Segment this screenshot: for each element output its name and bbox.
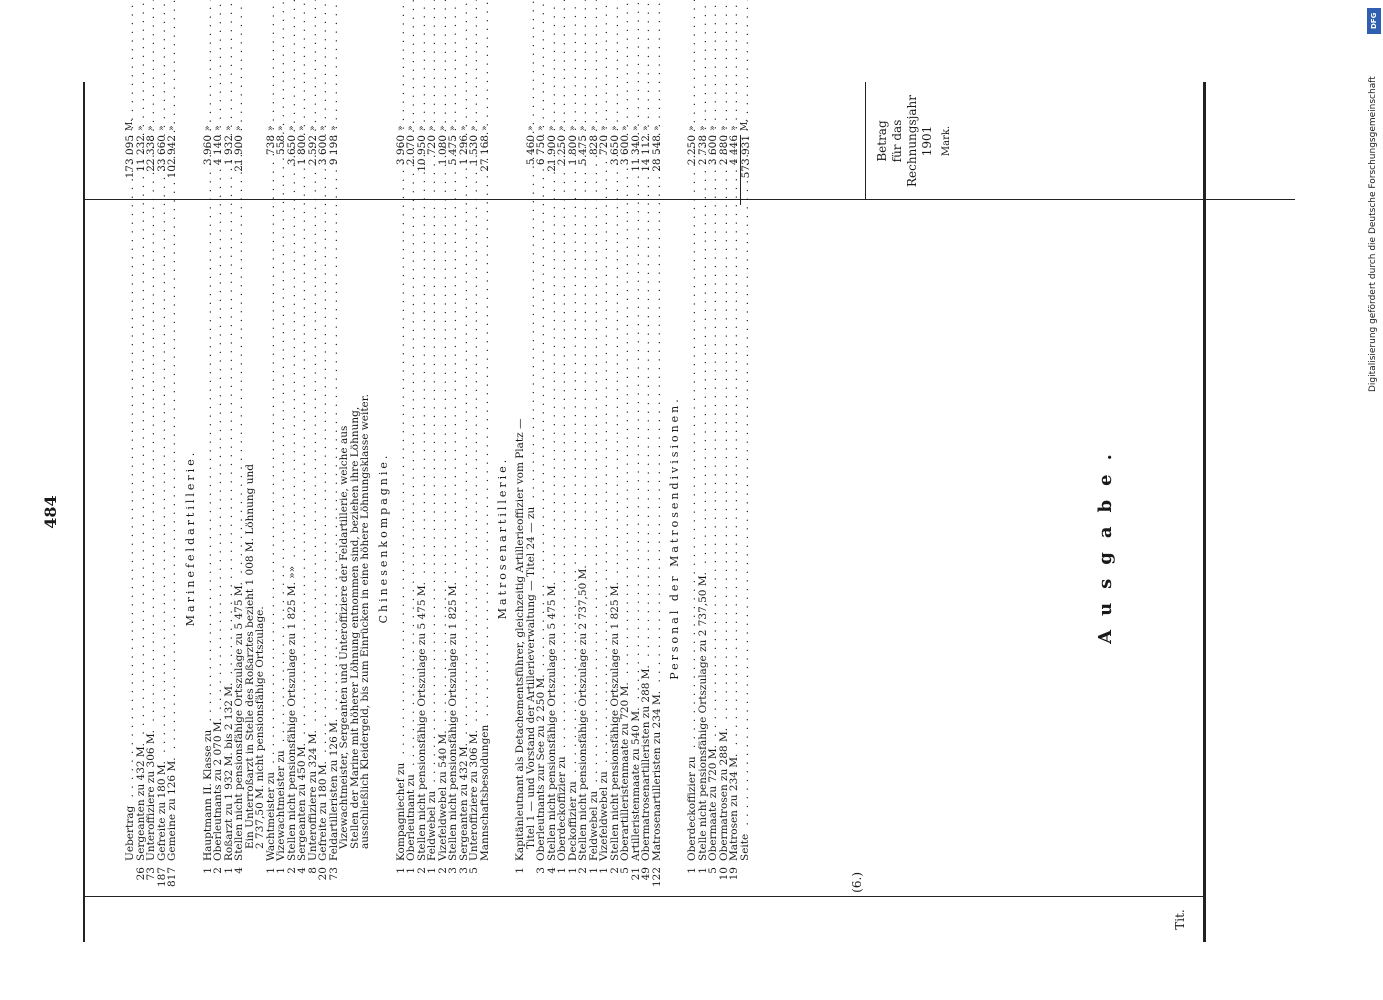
table-row	[146, 82, 157, 897]
row-text: Oberartilleristenmaate zu 720 M.	[619, 682, 631, 861]
row-amount: 5 460	[524, 135, 537, 166]
row-mark: »	[609, 125, 620, 131]
row-count: 3	[457, 867, 470, 874]
section-title: Ausgabe.	[1095, 440, 1116, 644]
row-count: 187	[155, 867, 168, 888]
row-label	[360, 203, 371, 849]
row-text: Seite	[738, 833, 751, 861]
subsection-heading: Personal der Matrosendivisionen.	[668, 396, 681, 680]
row-mark: »	[406, 125, 416, 131]
table-row	[536, 82, 547, 897]
row-amount: 3 650	[285, 135, 298, 166]
row-amount: 2 250	[556, 135, 568, 166]
row-mark: M.	[125, 118, 135, 131]
budget-rows	[125, 82, 750, 897]
row-count: 1	[394, 867, 407, 874]
row-text: Ein Unterroßarzt in Stelle des Roßarztes bezieht 1 008 M. Löhnung und	[243, 464, 256, 849]
digitization-note: Digitalisierung gefördert durch die Deutsche Forschungsgemeinschaft	[1368, 76, 1378, 392]
row-text: Obermatrosen zu 288 M.	[717, 727, 730, 861]
row-count: 2	[285, 867, 298, 874]
row-count: 3	[447, 867, 459, 874]
row-label	[318, 215, 329, 861]
table-row	[480, 82, 491, 897]
row-label	[167, 215, 178, 861]
row-amount: 720	[426, 135, 438, 156]
row-count: 5	[468, 867, 480, 874]
table-row	[620, 82, 631, 897]
row-count: 1	[696, 867, 709, 874]
row-amount: 5 475	[577, 135, 589, 166]
row-amount: 2 070	[405, 135, 417, 166]
table-row	[255, 82, 266, 897]
row-text: Obermatrosenartilleristen zu 288 M.	[640, 665, 652, 861]
table-row	[708, 82, 719, 897]
row-mark: M.	[739, 118, 750, 131]
row-count: 4	[296, 867, 308, 874]
row-amount: 11 340	[629, 135, 642, 172]
row-amount: 2 738	[696, 135, 709, 166]
row-amount: 9 198	[327, 135, 340, 166]
table-row	[469, 82, 480, 897]
row-count: 1	[405, 867, 417, 874]
row-mark: »	[427, 125, 437, 131]
row-count: 1	[426, 867, 438, 874]
row-text: Gefreite zu 180 M.	[155, 761, 168, 861]
betrag-line: 1901	[920, 125, 934, 157]
row-text: Oberdeckoffizier zu	[686, 756, 698, 861]
row-count: 1	[222, 867, 235, 874]
row-label	[234, 215, 245, 861]
row-mark: »	[469, 125, 479, 131]
row-text: Titel 1 — und Vorstand der Artillerieverwaltung — Titel 24 — zu	[524, 506, 537, 849]
row-text: Mannschaftsbesoldungen	[478, 724, 491, 861]
row-count: 21	[629, 867, 642, 881]
row-label	[469, 215, 480, 861]
row-count: 10	[717, 867, 730, 881]
row-count: 20	[317, 867, 329, 881]
table-row	[641, 82, 652, 897]
tit-column-header: Tit.	[1173, 909, 1187, 930]
row-text: Vizewachtmeister zu	[275, 750, 287, 861]
row-amount: 1 296	[457, 135, 470, 166]
row-amount: 3 960	[201, 135, 214, 166]
subsection-heading: Marinefeldartillerie.	[183, 449, 197, 627]
row-amount: 1 932	[222, 135, 235, 166]
row-text: Oberleutnant zu	[405, 774, 417, 861]
row-text: Sergeanten zu 432 M.	[457, 742, 470, 861]
row-mark: »	[578, 125, 588, 131]
row-label	[729, 215, 740, 861]
row-count: 2	[212, 867, 224, 874]
row-mark: »	[536, 125, 546, 131]
row-text: Stellen der Marine mit höherer Löhnung entnommen sind, beziehen ihre Löhnung,	[348, 406, 361, 849]
row-count: 26	[134, 867, 147, 881]
row-count: 1	[566, 867, 579, 874]
row-mark: »	[135, 125, 146, 131]
row-count: 1	[598, 867, 610, 874]
row-mark: »	[557, 125, 567, 131]
row-text: Stellen nicht pensionsfähige Ortszulage zu 5 475 M.	[233, 582, 245, 861]
row-mark: »	[167, 125, 177, 131]
betrag-line: für das	[890, 119, 904, 163]
page-total-row	[740, 82, 751, 897]
row-text: Stellen nicht pensionsfähige Ortszulage zu 2 737,50 M.	[577, 565, 589, 861]
row-text: Sergeanten zu 432 M.	[134, 742, 147, 861]
page-number: 484	[41, 495, 60, 529]
row-amount: 21 900	[545, 135, 558, 172]
row-count: 1	[686, 867, 698, 874]
row-amount: 1 530	[468, 135, 480, 166]
row-text: Unteroffiziere zu 306 M.	[145, 730, 157, 861]
row-mark: »	[546, 125, 557, 131]
row-text: Oberleutnants zu 2 070 M.	[212, 718, 224, 861]
top-rule	[1203, 82, 1206, 942]
row-amount: 14 112	[640, 135, 652, 172]
row-label	[406, 215, 417, 861]
row-text: ausschließlich Kleidergeld, bis zum Einrücken in eine höhere Löhnungsklasse weiter.	[359, 394, 371, 849]
row-amount: 1 080	[436, 135, 449, 166]
betrag-line: Rechnungsjahr	[905, 95, 919, 187]
row-mark: »	[156, 125, 167, 131]
row-text: Unteroffiziere zu 324 M.	[306, 730, 319, 861]
row-label	[599, 215, 610, 861]
row-amount: 4 140	[212, 135, 224, 166]
row-text: 2 737,50 M. nicht pensionsfähige Ortszulage.	[254, 606, 266, 849]
row-count: 1	[264, 867, 277, 874]
row-amount: 828	[587, 135, 600, 156]
table-row	[167, 82, 178, 897]
table-row	[360, 82, 371, 897]
row-label	[515, 215, 526, 861]
table-row	[234, 82, 245, 897]
row-text: Kompagniechef zu	[394, 762, 407, 861]
row-amount: 3 960	[394, 135, 407, 166]
row-mark: »	[437, 125, 448, 131]
row-mark: »	[416, 125, 427, 131]
row-mark: »	[213, 125, 223, 131]
row-text: Stellen nicht pensionsfähige Ortszulage zu 1 825 M.	[447, 582, 459, 861]
row-mark: »	[276, 125, 286, 131]
row-text: Unteroffiziere zu 306 M.	[468, 730, 480, 861]
row-count: 4	[233, 867, 245, 874]
row-count: 49	[640, 867, 652, 881]
row-text: Vizewachtmeister, Sergeanten und Unteroffiziere der Feldartillerie, welche aus	[338, 425, 350, 849]
row-label	[578, 215, 589, 861]
row-amount: 573 931	[740, 135, 752, 205]
row-text: Artilleristenmaate zu 540 M.	[629, 707, 642, 861]
row-mark: »	[630, 125, 641, 131]
table-row	[297, 82, 308, 897]
row-mark: »	[708, 125, 718, 131]
table-row	[599, 82, 610, 897]
row-amount: 4 446	[728, 135, 740, 166]
row-amount: 3 650	[608, 135, 621, 166]
row-count: 817	[166, 867, 178, 888]
row-count: 8	[306, 867, 319, 874]
table-row	[729, 82, 740, 897]
row-count: 122	[650, 867, 663, 888]
table-row	[448, 82, 459, 897]
row-mark: »	[567, 125, 578, 131]
row-count: 4	[545, 867, 558, 874]
row-count: 19	[728, 867, 740, 881]
row-amount: 28 548	[650, 135, 663, 172]
row-mark: »	[729, 125, 739, 131]
row-mark: »	[448, 125, 458, 131]
row-mark: »	[395, 125, 406, 131]
row-label	[276, 215, 287, 861]
subsection-heading: Chinesenkompagnie.	[376, 452, 390, 624]
row-text: Deckoffizier zu	[566, 781, 579, 861]
row-count: 2	[577, 867, 589, 874]
row-mark: »	[458, 125, 469, 131]
row-amount: 2 250	[686, 135, 698, 166]
row-text: Sergeanten zu 450 M.	[296, 742, 308, 861]
row-label	[297, 215, 308, 861]
row-text: Vizefeldwebel zu	[598, 771, 610, 861]
row-mark: »	[599, 125, 609, 131]
row-text: Obermaate zu 720 M.	[707, 745, 719, 861]
row-text: Gefreite zu 180 M.	[317, 761, 329, 861]
row-text: Feldwebel zu	[426, 790, 438, 861]
row-count: 2	[436, 867, 449, 874]
row-count: 2	[608, 867, 621, 874]
row-label	[740, 215, 751, 861]
table-row	[125, 82, 136, 897]
row-mark: »	[620, 125, 630, 131]
row-count: 3	[535, 867, 547, 874]
row-count: 1	[556, 867, 568, 874]
row-label	[213, 215, 224, 861]
row-text: Uebertrag	[124, 805, 136, 861]
row-mark: »	[307, 125, 318, 131]
subsection-heading: Matrosenartillerie.	[496, 456, 509, 620]
row-text: Kapitänleutnant als Detachementsführer, gleichzeitig Artillerieoffizier vom Platz —	[514, 418, 526, 861]
betrag-column-header	[875, 82, 954, 200]
row-text: Feldwebel zu	[587, 790, 600, 861]
row-amount: 738	[264, 135, 277, 156]
row-label	[255, 203, 266, 849]
row-mark: »	[286, 125, 297, 131]
row-text: Vizefeldwebel zu 540 M.	[436, 730, 449, 861]
row-text: Stelle nicht pensionsfähige Ortszulage zu 2 737,50 M.	[696, 572, 709, 861]
row-amount: 21 900	[233, 135, 245, 172]
budget-sheet	[41, 82, 1295, 942]
row-count: 1	[201, 867, 214, 874]
row-mark: »	[146, 125, 156, 131]
table-row	[578, 82, 589, 897]
row-text: Stellen nicht pensionsfähige Ortszulage zu 1 825 M.	[608, 582, 621, 861]
row-mark: »	[641, 125, 651, 131]
row-mark: »	[202, 125, 213, 131]
table-row	[515, 82, 526, 897]
row-label	[708, 215, 719, 861]
table-row	[557, 82, 568, 897]
table-row	[652, 82, 663, 897]
row-text: Gemeine zu 126 M.	[166, 757, 178, 861]
row-amount: 173 095	[124, 135, 136, 179]
amount-header-rule	[865, 82, 866, 200]
row-label	[125, 215, 136, 861]
title-reference: (6.)	[850, 872, 864, 893]
row-amount: 5 475	[447, 135, 459, 166]
row-amount: 720	[598, 135, 610, 156]
row-text: Oberdeckoffizier zu	[556, 756, 568, 861]
table-row	[406, 82, 417, 897]
row-text: Matrosenartilleristen zu 234 M.	[650, 690, 663, 861]
row-amount: 1 800	[566, 135, 579, 166]
row-count: 1	[514, 867, 526, 874]
row-mark: »	[479, 125, 490, 131]
row-mark: »	[297, 125, 307, 131]
row-mark: »	[687, 125, 697, 131]
row-amount: 2 592	[306, 135, 319, 166]
row-amount: 10 950	[415, 135, 428, 172]
row-label	[652, 215, 663, 861]
row-amount: 1 800	[296, 135, 308, 166]
row-label	[620, 215, 631, 861]
table-row	[276, 82, 287, 897]
row-amount: 6 750	[535, 135, 547, 166]
row-label	[480, 215, 491, 861]
table-row	[339, 82, 350, 897]
row-mark: »	[318, 125, 328, 131]
row-label	[687, 215, 698, 861]
row-label	[536, 215, 547, 861]
row-mark: »	[651, 125, 662, 131]
dfg-logo: DFG	[1367, 8, 1381, 34]
row-text: Hauptmann II. Klasse zu	[201, 729, 214, 861]
row-amount: 3 600	[619, 135, 631, 166]
row-amount: 22 338	[145, 135, 157, 172]
table-row	[213, 82, 224, 897]
row-label	[427, 215, 438, 861]
row-text: Stellen nicht pensionsfähige Ortszulage zu 5 475 M.	[545, 582, 558, 861]
row-amount: 102 942	[166, 135, 178, 179]
row-text: Feldartilleristen zu 126 M.	[327, 718, 340, 861]
row-count: 2	[415, 867, 428, 874]
table-row	[427, 82, 438, 897]
table-row	[318, 82, 329, 897]
row-mark: »	[697, 125, 708, 131]
row-text: Stellen nicht pensionsfähige Ortszulage zu 5 475 M.	[415, 582, 428, 861]
row-label	[448, 215, 459, 861]
row-mark: »	[525, 125, 536, 131]
row-label	[146, 215, 157, 861]
betrag-unit: Mark.	[941, 125, 952, 157]
row-count: 1	[587, 867, 600, 874]
row-text: Matrosen zu 234 M.	[728, 753, 740, 861]
row-text: Wachtmeister zu	[264, 771, 277, 861]
row-count: 73	[327, 867, 340, 881]
row-text: Roßarzt zu 1 932 M. bis 2 132 M.	[222, 682, 235, 861]
row-amount: 3 600	[317, 135, 329, 166]
betrag-line: Betrag	[875, 120, 889, 162]
row-count: 5	[707, 867, 719, 874]
row-amount: 2 880	[717, 135, 730, 166]
row-label	[339, 203, 350, 849]
row-amount: 33 660	[155, 135, 168, 172]
row-text: Stellen nicht pensionsfähige Ortszulage zu 1 825 M. »»	[285, 565, 298, 861]
row-label	[557, 215, 568, 861]
row-mark: »	[328, 125, 339, 131]
row-amount: 558	[275, 135, 287, 156]
bottom-rule	[83, 82, 85, 942]
row-mark: »	[718, 125, 729, 131]
row-label	[641, 215, 652, 861]
row-count: 5	[619, 867, 631, 874]
row-mark: »	[265, 125, 276, 131]
row-count: 1	[275, 867, 287, 874]
row-amount: 3 600	[707, 135, 719, 166]
row-mark: »	[588, 125, 599, 131]
row-mark: »	[234, 125, 244, 131]
row-count: 73	[145, 867, 157, 881]
row-mark: »	[223, 125, 234, 131]
row-amount: 11 232	[134, 135, 147, 172]
row-amount: 27 168	[478, 135, 491, 172]
row-text: Oberleutnants zur See zu 2 250 M.	[535, 674, 547, 861]
table-row	[687, 82, 698, 897]
